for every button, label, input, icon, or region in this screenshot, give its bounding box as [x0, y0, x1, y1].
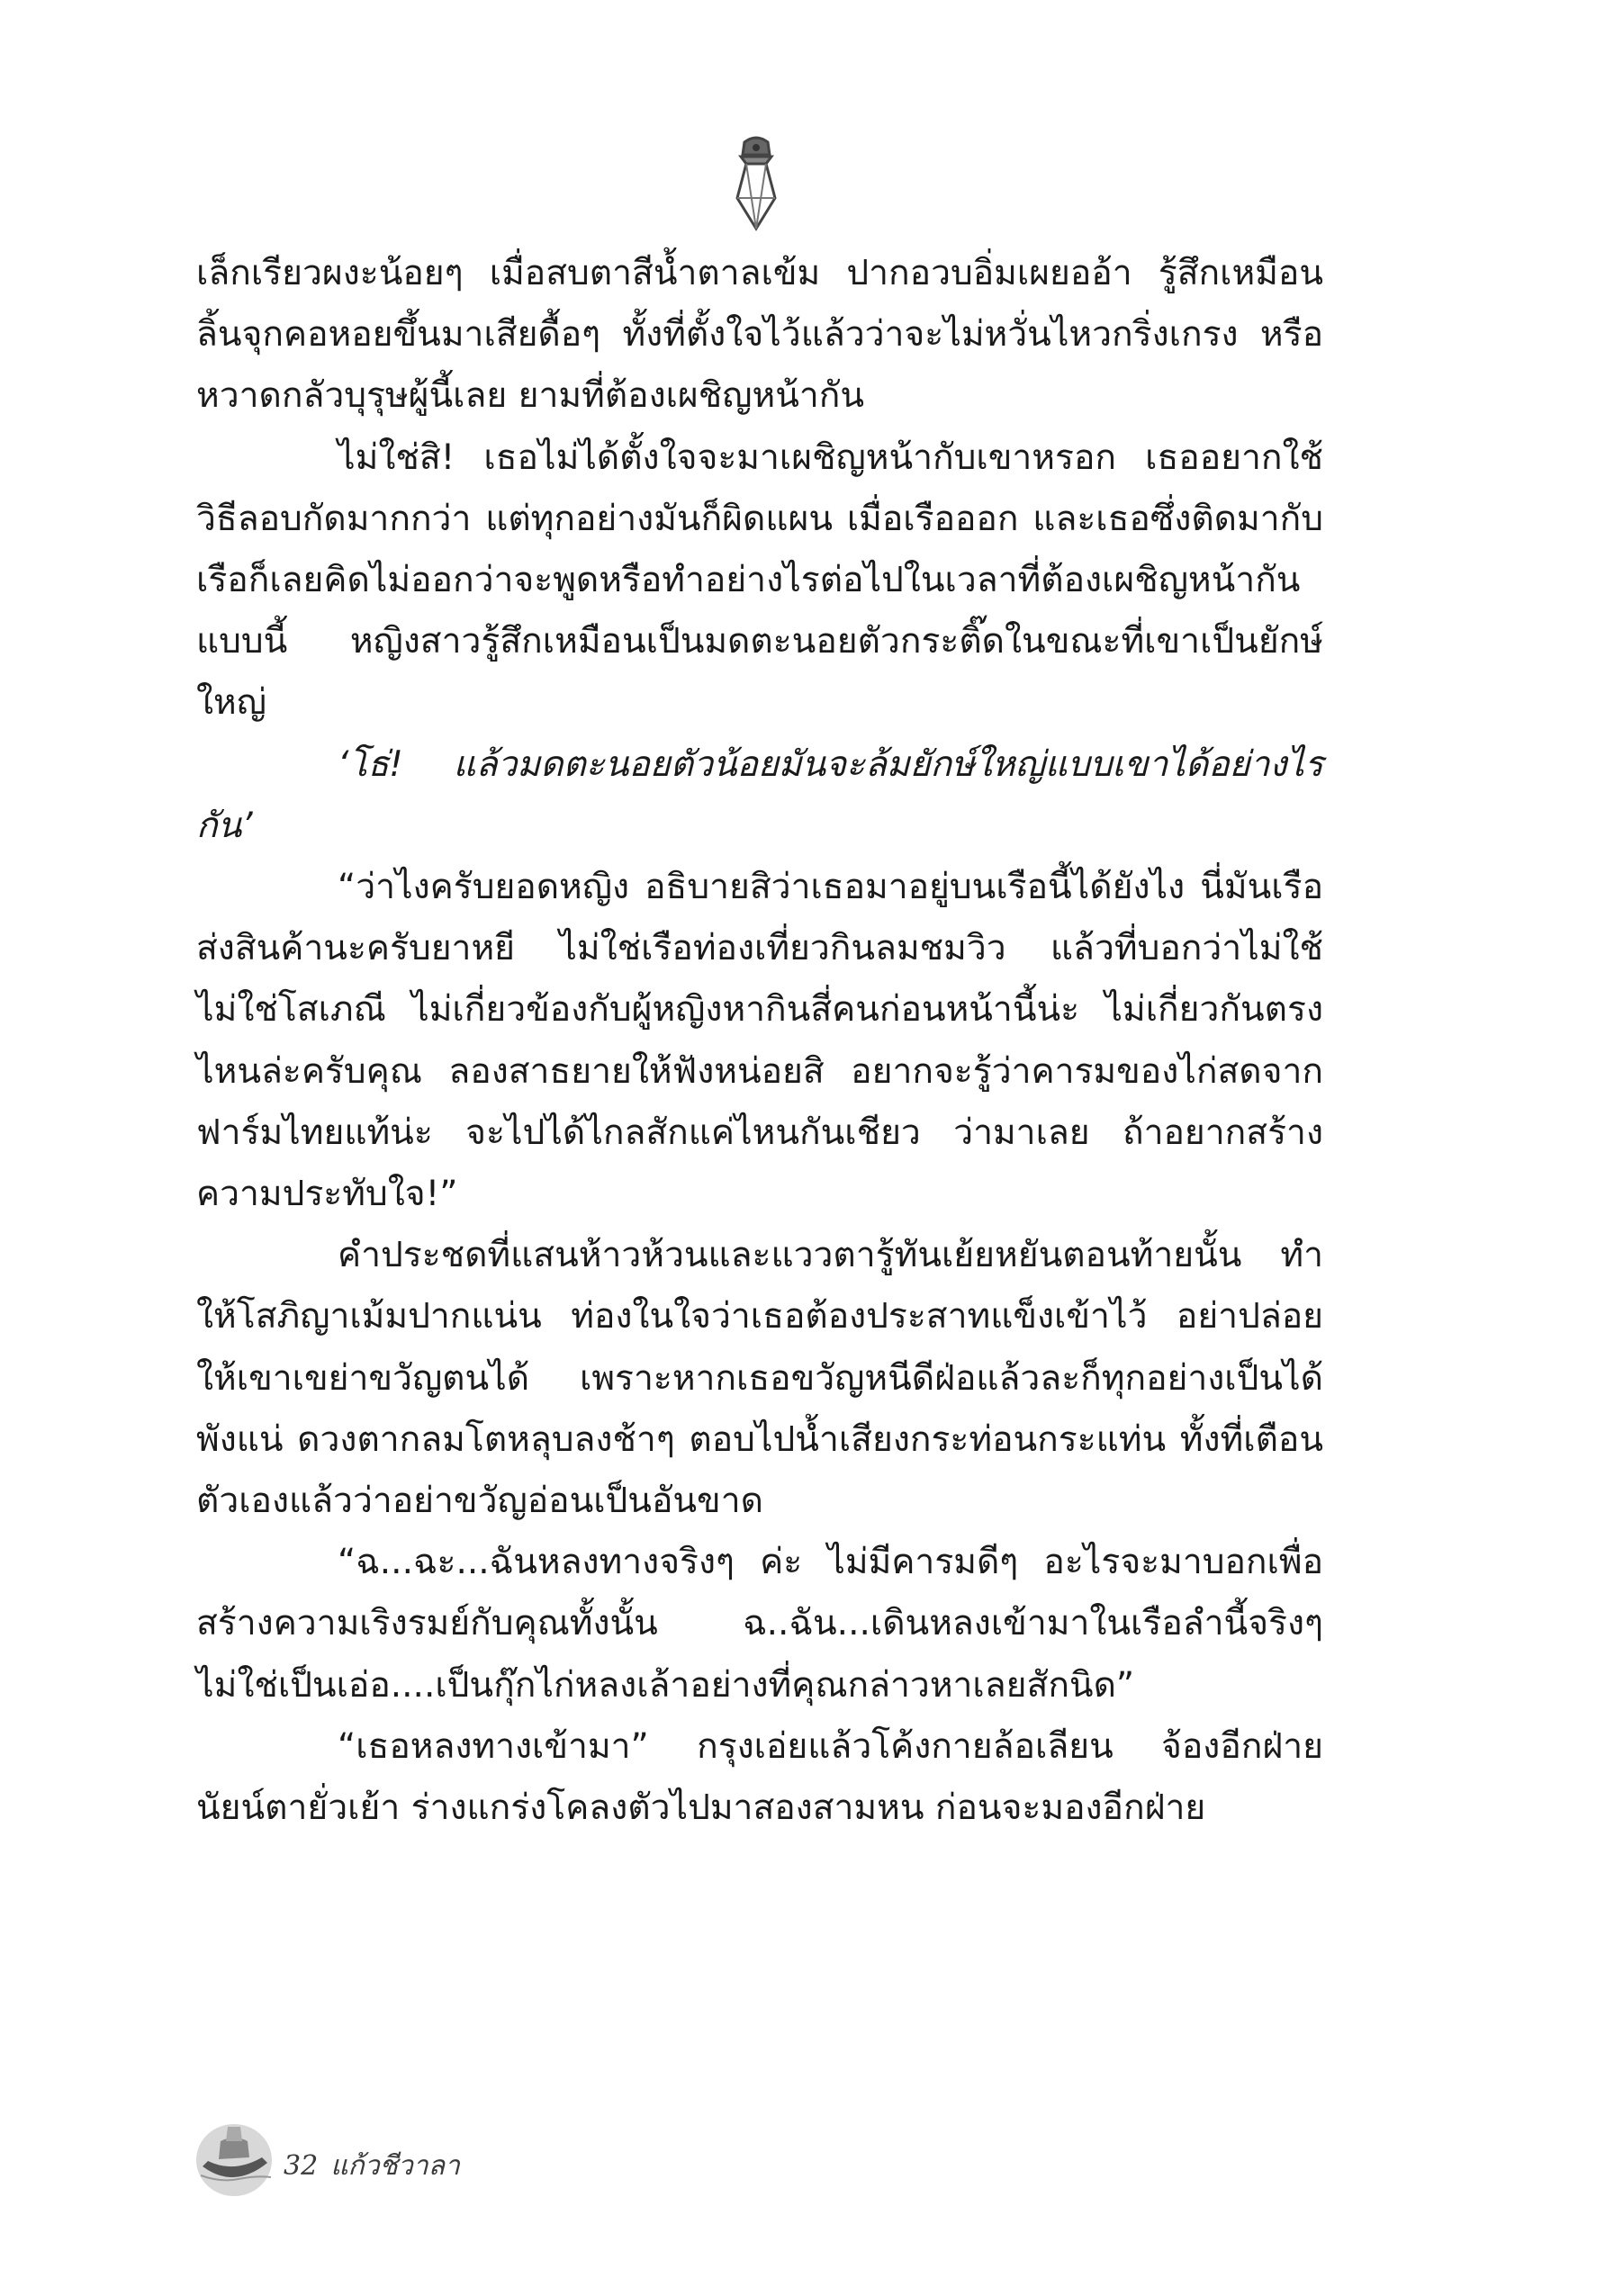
lantern-icon — [725, 135, 788, 234]
paragraph-5: คำประชดที่แสนห้าวห้วนและแววตารู้ทันเย้ยหยันตอนท้ายนั้น ทำให้โสภิญาเม้มปากแน่น ท่องในใจว่าเธอต้องประสาทแข็งเข้าไว้ อย่าปล่อยให้เขาเขย่าขวัญตนได้ เพราะหากเธอขวัญหนีดีฝ่อแล้วละก็ทุกอย่างเป็นได้พังแน่ ดวงตากลมโตหลุบลงช้าๆ ตอบไปน้ำเสียงกระท่อนกระแท่น ทั้งที่เตือนตัวเองแล้วว่าอย่าขวัญอ่อนเป็นอันขาด — [196, 1235, 1323, 1522]
paragraph-4: “ว่าไงครับยอดหญิง อธิบายสิว่าเธอมาอยู่บนเรือนี้ได้ยังไง นี่มันเรือส่งสินค้านะครับยาหยี ไม่ใช่เรือท่องเที่ยวกินลมชมวิว แล้วที่บอกว่าไม่ใช้ไม่ใช่โสเภณี ไม่เกี่ยวข้องกับผู้หญิงหากินสี่คนก่อนหน้านี้น่ะ ไม่เกี่ยวกันตรงไหนล่ะครับคุณ ลองสาธยายให้ฟังหน่อยสิ อยากจะรู้ว่าคารมของไก่สดจากฟาร์มไทยแท้น่ะ จะไปได้ไกลสักแค่ไหนกันเชียว ว่ามาเลย ถ้าอยากสร้างความประทับใจ!” — [196, 867, 1323, 1215]
paragraph-2: ไม่ใช่สิ! เธอไม่ได้ตั้งใจจะมาเผชิญหน้ากับเขาหรอก เธออยากใช้วิธีลอบกัดมากกว่า แต่ทุกอย่างมันก็ผิดแผน เมื่อเรือออก และเธอซึ่งติดมากับเรือก็เลยคิดไม่ออกว่าจะพูดหรือทำอย่างไรต่อไปในเวลาที่ต้องเผชิญหน้ากันแบบนี้ หญิงสาวรู้สึกเหมือนเป็นมดตะนอยตัวกระติ๊ดในขณะที่เขาเป็นยักษ์ใหญ่ — [196, 437, 1323, 724]
paragraph-3: ‘โธ่! แล้วมดตะนอยตัวน้อยมันจะล้มยักษ์ใหญ่แบบเขาได้อย่างไรกัน’ — [196, 743, 1323, 846]
paragraph-7: “เธอหลงทางเข้ามา” กรุงเอ่ยแล้วโค้งกายล้อเลียน จ้องอีกฝ่ายนัยน์ตายั่วเย้า ร่างแกร่งโคลงตัวไปมาสองสามหน ก่อนจะมองอีกฝ่าย — [196, 1725, 1323, 1829]
paragraph-6: “ฉ...ฉะ...ฉันหลงทางจริงๆ ค่ะ ไม่มีคารมดีๆ อะไรจะมาบอกเพื่อสร้างความเริงรมย์กับคุณทั้งนั้น ฉ..ฉัน...เดินหลงเข้ามาในเรือลำนี้จริงๆ ไม่ใช่เป็นเอ่อ....เป็นกุ๊กไก่หลงเล้าอย่างที่คุณกล่าวหาเลยสักนิด” — [196, 1542, 1323, 1706]
footer-text — [284, 2145, 473, 2187]
paragraph-1: เล็กเรียวผงะน้อยๆ เมื่อสบตาสีน้ำตาลเข้ม ปากอวบอิ่มเผยออ้า รู้สึกเหมือนลิ้นจุกคอหอยขึ้นมาเสียดื้อๆ ทั้งที่ตั้งใจไว้แล้วว่าจะไม่หวั่นไหวกริ่งเกรง หรือหวาดกลัวบุรุษผู้นี้เลย ยามที่ต้องเผชิญหน้ากัน — [196, 253, 1323, 417]
page-number: 32 — [284, 2150, 319, 2182]
boat-icon — [194, 2111, 275, 2201]
page-footer — [194, 2111, 734, 2210]
body-text — [196, 243, 1323, 1839]
book-title: แก้วชีวาลา — [330, 2150, 460, 2182]
